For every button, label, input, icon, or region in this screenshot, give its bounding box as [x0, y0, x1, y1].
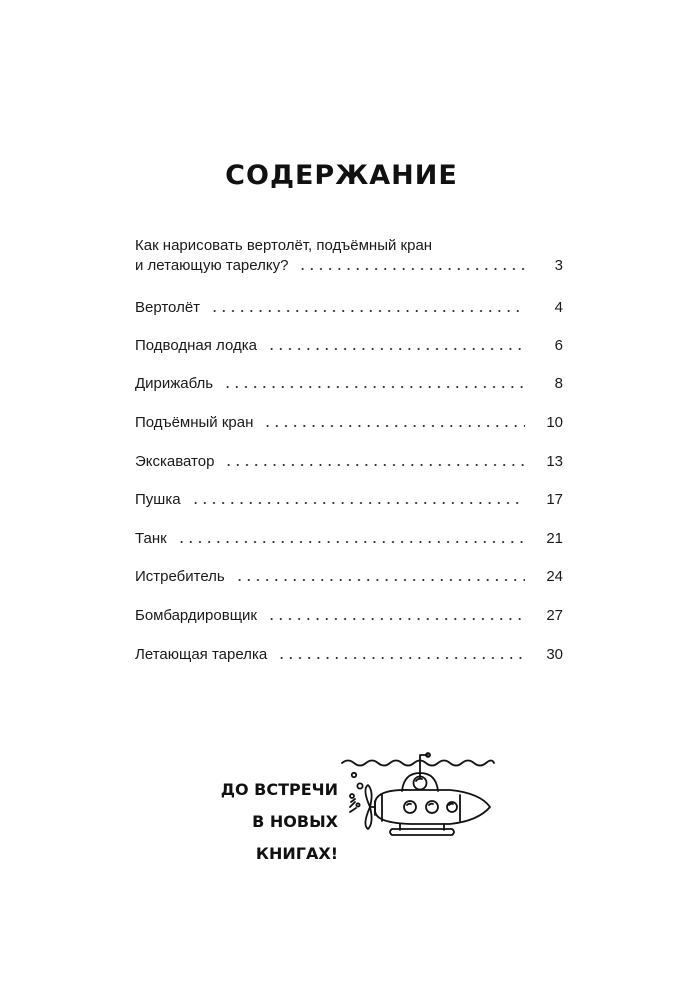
toc-page-number: 8 — [554, 375, 563, 392]
dot-leader — [298, 267, 525, 271]
toc-entry-label: Танк — [135, 530, 167, 547]
dot-leader — [263, 424, 525, 428]
toc-entry-submarine[interactable] — [135, 336, 563, 356]
toc-entry-label: Подводная лодка — [135, 337, 257, 354]
farewell-line2: В НОВЫХ КНИГАХ! — [252, 812, 338, 863]
page-title: СОДЕРЖАНИЕ — [225, 160, 458, 191]
dot-leader — [191, 501, 525, 505]
toc-page-number: 17 — [546, 491, 563, 508]
dot-leader — [277, 656, 525, 660]
toc-entry-label: и летающую тарелку? — [135, 257, 289, 274]
toc-entry-label: Вертолёт — [135, 299, 201, 316]
toc-page-number: 21 — [546, 530, 563, 547]
toc-page-number: 6 — [554, 337, 563, 354]
toc-entry-intro[interactable] — [135, 236, 563, 276]
water-wave — [342, 761, 494, 766]
toc-entry-bomber[interactable] — [135, 606, 563, 626]
toc-entry-airship[interactable] — [135, 374, 563, 394]
dot-leader — [177, 540, 525, 544]
farewell-text — [170, 774, 338, 870]
dot-leader — [224, 463, 525, 467]
toc-entry-label: Подъёмный кран — [135, 414, 254, 431]
toc-entry-cannon[interactable] — [135, 490, 563, 510]
hull — [375, 790, 490, 824]
toc-entry-label: Летающая тарелка — [135, 646, 268, 663]
toc-entry-excavator[interactable] — [135, 452, 563, 472]
toc-page-number: 3 — [554, 257, 563, 274]
toc-entry-label-line1: Как нарисовать вертолёт, подъёмный кран — [135, 237, 433, 254]
dot-leader — [210, 309, 525, 313]
toc-page-number: 4 — [554, 299, 563, 316]
toc-entry-tank[interactable] — [135, 529, 563, 549]
bubble — [352, 773, 356, 777]
dot-leader — [267, 617, 525, 621]
toc-entry-label: Дирижабль — [135, 375, 214, 392]
toc-entry-helicopter[interactable] — [135, 298, 563, 318]
toc-entry-label: Истребитель — [135, 568, 225, 585]
toc-page-number: 13 — [546, 453, 563, 470]
toc-entry-crane[interactable] — [135, 413, 563, 433]
toc-entry-label: Пушка — [135, 491, 181, 508]
bubble — [350, 794, 354, 798]
dot-leader — [235, 578, 525, 582]
farewell-line1: ДО ВСТРЕЧИ — [220, 780, 338, 799]
toc-entry-flying-saucer[interactable] — [135, 645, 563, 665]
toc-entry-label: Экскаватор — [135, 453, 215, 470]
toc-page-number: 30 — [546, 646, 563, 663]
submarine-illustration — [340, 745, 500, 850]
toc-entry-fighter[interactable] — [135, 567, 563, 587]
toc-page-number: 27 — [546, 607, 563, 624]
dot-leader — [267, 347, 525, 351]
toc-entry-label: Бомбардировщик — [135, 607, 257, 624]
bubble — [357, 783, 362, 788]
toc-page-number: 10 — [546, 414, 563, 431]
toc-page-number: 24 — [546, 568, 563, 585]
dot-leader — [223, 385, 525, 389]
bubble — [356, 803, 359, 806]
